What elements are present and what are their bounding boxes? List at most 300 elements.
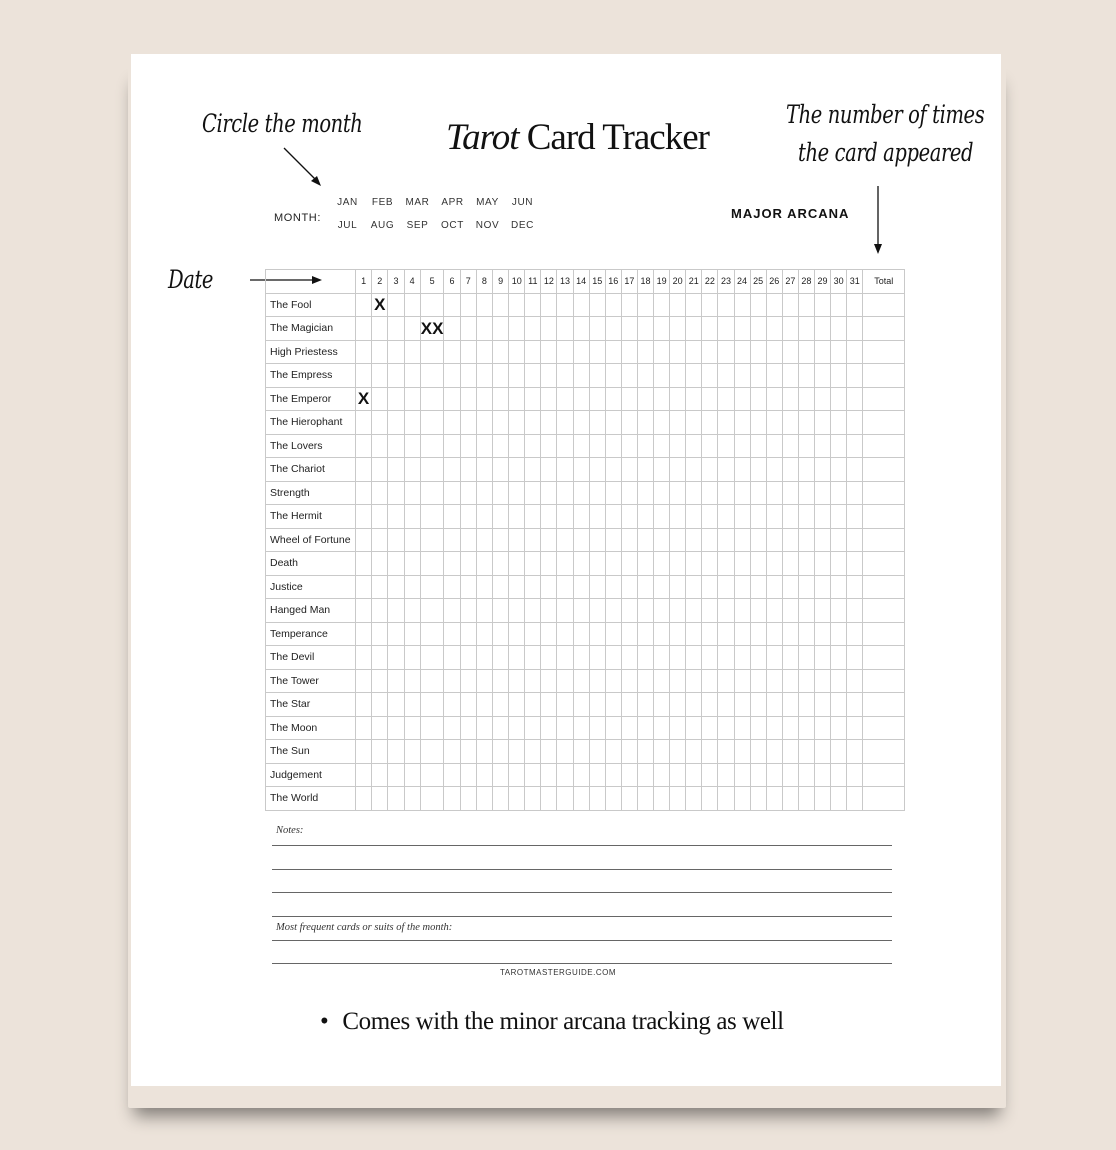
day-cell[interactable] bbox=[589, 716, 605, 740]
day-cell[interactable] bbox=[557, 528, 573, 552]
day-cell[interactable] bbox=[525, 411, 541, 435]
day-cell[interactable] bbox=[493, 646, 509, 670]
day-cell[interactable] bbox=[388, 575, 404, 599]
day-cell[interactable] bbox=[388, 387, 404, 411]
day-cell[interactable] bbox=[766, 575, 782, 599]
day-cell[interactable] bbox=[444, 528, 460, 552]
day-cell[interactable] bbox=[686, 387, 702, 411]
day-cell[interactable] bbox=[388, 693, 404, 717]
day-cell[interactable] bbox=[589, 669, 605, 693]
day-cell[interactable] bbox=[686, 434, 702, 458]
day-cell[interactable] bbox=[750, 693, 766, 717]
day-cell[interactable] bbox=[718, 740, 734, 764]
day-cell[interactable] bbox=[476, 669, 492, 693]
total-cell[interactable] bbox=[863, 293, 905, 317]
day-cell[interactable] bbox=[847, 552, 863, 576]
day-cell[interactable] bbox=[814, 693, 830, 717]
day-cell[interactable] bbox=[444, 669, 460, 693]
total-cell[interactable] bbox=[863, 763, 905, 787]
day-cell[interactable] bbox=[460, 716, 476, 740]
day-cell[interactable] bbox=[356, 293, 372, 317]
total-cell[interactable] bbox=[863, 787, 905, 811]
day-cell[interactable] bbox=[557, 505, 573, 529]
day-cell[interactable] bbox=[573, 458, 589, 482]
day-cell[interactable] bbox=[388, 552, 404, 576]
day-cell[interactable] bbox=[541, 340, 557, 364]
day-cell[interactable] bbox=[702, 575, 718, 599]
frequent-cards-line[interactable] bbox=[272, 963, 892, 964]
day-cell[interactable] bbox=[541, 481, 557, 505]
day-cell[interactable] bbox=[718, 505, 734, 529]
month-option-apr[interactable]: APR bbox=[441, 197, 464, 208]
day-cell[interactable] bbox=[460, 317, 476, 341]
day-cell[interactable] bbox=[573, 740, 589, 764]
day-cell[interactable] bbox=[766, 669, 782, 693]
day-cell[interactable] bbox=[589, 763, 605, 787]
day-cell[interactable] bbox=[702, 528, 718, 552]
day-cell[interactable] bbox=[734, 505, 750, 529]
day-cell[interactable] bbox=[750, 317, 766, 341]
day-cell[interactable] bbox=[847, 716, 863, 740]
day-cell[interactable] bbox=[637, 622, 653, 646]
day-cell[interactable] bbox=[444, 740, 460, 764]
day-cell[interactable] bbox=[420, 340, 444, 364]
day-cell[interactable] bbox=[557, 387, 573, 411]
day-cell[interactable] bbox=[493, 293, 509, 317]
day-cell[interactable] bbox=[718, 622, 734, 646]
day-cell[interactable] bbox=[476, 411, 492, 435]
day-cell[interactable] bbox=[589, 528, 605, 552]
day-cell[interactable] bbox=[460, 528, 476, 552]
day-cell[interactable] bbox=[493, 481, 509, 505]
day-cell[interactable] bbox=[847, 481, 863, 505]
day-cell[interactable] bbox=[525, 669, 541, 693]
day-cell[interactable] bbox=[686, 763, 702, 787]
day-cell[interactable] bbox=[847, 293, 863, 317]
day-cell[interactable] bbox=[654, 528, 670, 552]
day-cell[interactable] bbox=[831, 693, 847, 717]
day-cell[interactable] bbox=[420, 622, 444, 646]
day-cell[interactable] bbox=[420, 552, 444, 576]
day-cell[interactable] bbox=[509, 622, 525, 646]
day-cell[interactable] bbox=[557, 646, 573, 670]
day-cell[interactable] bbox=[605, 599, 621, 623]
total-cell[interactable] bbox=[863, 317, 905, 341]
day-cell[interactable] bbox=[798, 528, 814, 552]
day-cell[interactable] bbox=[404, 787, 420, 811]
day-cell[interactable] bbox=[750, 552, 766, 576]
day-cell[interactable] bbox=[388, 505, 404, 529]
day-cell[interactable] bbox=[541, 599, 557, 623]
day-cell[interactable] bbox=[621, 364, 637, 388]
day-cell[interactable] bbox=[404, 763, 420, 787]
day-cell[interactable] bbox=[525, 458, 541, 482]
tally-mark[interactable]: X bbox=[372, 293, 388, 317]
day-cell[interactable] bbox=[831, 622, 847, 646]
day-cell[interactable] bbox=[372, 387, 388, 411]
day-cell[interactable] bbox=[654, 622, 670, 646]
day-cell[interactable] bbox=[372, 740, 388, 764]
day-cell[interactable] bbox=[654, 434, 670, 458]
day-cell[interactable] bbox=[372, 716, 388, 740]
day-cell[interactable] bbox=[654, 646, 670, 670]
day-cell[interactable] bbox=[814, 575, 830, 599]
day-cell[interactable] bbox=[798, 716, 814, 740]
day-cell[interactable] bbox=[541, 505, 557, 529]
day-cell[interactable] bbox=[831, 364, 847, 388]
day-cell[interactable] bbox=[460, 364, 476, 388]
day-cell[interactable] bbox=[782, 458, 798, 482]
total-cell[interactable] bbox=[863, 740, 905, 764]
day-cell[interactable] bbox=[460, 669, 476, 693]
day-cell[interactable] bbox=[525, 599, 541, 623]
day-cell[interactable] bbox=[734, 622, 750, 646]
day-cell[interactable] bbox=[541, 387, 557, 411]
day-cell[interactable] bbox=[476, 575, 492, 599]
day-cell[interactable] bbox=[718, 575, 734, 599]
day-cell[interactable] bbox=[847, 599, 863, 623]
day-cell[interactable] bbox=[404, 599, 420, 623]
day-cell[interactable] bbox=[388, 599, 404, 623]
day-cell[interactable] bbox=[420, 458, 444, 482]
day-cell[interactable] bbox=[509, 575, 525, 599]
day-cell[interactable] bbox=[718, 528, 734, 552]
total-cell[interactable] bbox=[863, 646, 905, 670]
day-cell[interactable] bbox=[605, 293, 621, 317]
day-cell[interactable] bbox=[654, 317, 670, 341]
day-cell[interactable] bbox=[766, 458, 782, 482]
day-cell[interactable] bbox=[702, 552, 718, 576]
day-cell[interactable] bbox=[670, 481, 686, 505]
day-cell[interactable] bbox=[782, 528, 798, 552]
day-cell[interactable] bbox=[670, 787, 686, 811]
day-cell[interactable] bbox=[670, 505, 686, 529]
day-cell[interactable] bbox=[460, 340, 476, 364]
day-cell[interactable] bbox=[509, 787, 525, 811]
day-cell[interactable] bbox=[557, 599, 573, 623]
day-cell[interactable] bbox=[654, 411, 670, 435]
day-cell[interactable] bbox=[670, 528, 686, 552]
day-cell[interactable] bbox=[476, 364, 492, 388]
day-cell[interactable] bbox=[734, 481, 750, 505]
day-cell[interactable] bbox=[372, 528, 388, 552]
day-cell[interactable] bbox=[621, 646, 637, 670]
day-cell[interactable] bbox=[372, 787, 388, 811]
day-cell[interactable] bbox=[686, 693, 702, 717]
day-cell[interactable] bbox=[476, 458, 492, 482]
day-cell[interactable] bbox=[782, 340, 798, 364]
day-cell[interactable] bbox=[814, 340, 830, 364]
day-cell[interactable] bbox=[782, 763, 798, 787]
day-cell[interactable] bbox=[782, 552, 798, 576]
day-cell[interactable] bbox=[782, 434, 798, 458]
day-cell[interactable] bbox=[493, 693, 509, 717]
day-cell[interactable] bbox=[750, 505, 766, 529]
day-cell[interactable] bbox=[718, 458, 734, 482]
day-cell[interactable] bbox=[509, 763, 525, 787]
day-cell[interactable] bbox=[605, 387, 621, 411]
day-cell[interactable] bbox=[525, 387, 541, 411]
day-cell[interactable] bbox=[444, 411, 460, 435]
day-cell[interactable] bbox=[718, 340, 734, 364]
day-cell[interactable] bbox=[831, 669, 847, 693]
day-cell[interactable] bbox=[750, 387, 766, 411]
day-cell[interactable] bbox=[420, 646, 444, 670]
day-cell[interactable] bbox=[573, 293, 589, 317]
total-cell[interactable] bbox=[863, 364, 905, 388]
day-cell[interactable] bbox=[654, 599, 670, 623]
day-cell[interactable] bbox=[637, 575, 653, 599]
day-cell[interactable] bbox=[847, 411, 863, 435]
day-cell[interactable] bbox=[573, 411, 589, 435]
day-cell[interactable] bbox=[621, 458, 637, 482]
day-cell[interactable] bbox=[525, 364, 541, 388]
day-cell[interactable] bbox=[541, 528, 557, 552]
day-cell[interactable] bbox=[670, 434, 686, 458]
day-cell[interactable] bbox=[702, 505, 718, 529]
day-cell[interactable] bbox=[525, 481, 541, 505]
day-cell[interactable] bbox=[766, 693, 782, 717]
day-cell[interactable] bbox=[798, 387, 814, 411]
month-option-jun[interactable]: JUN bbox=[511, 197, 534, 208]
day-cell[interactable] bbox=[525, 293, 541, 317]
day-cell[interactable] bbox=[388, 669, 404, 693]
day-cell[interactable] bbox=[702, 434, 718, 458]
day-cell[interactable] bbox=[718, 481, 734, 505]
day-cell[interactable] bbox=[541, 763, 557, 787]
day-cell[interactable] bbox=[372, 458, 388, 482]
day-cell[interactable] bbox=[654, 505, 670, 529]
day-cell[interactable] bbox=[589, 740, 605, 764]
day-cell[interactable] bbox=[831, 763, 847, 787]
day-cell[interactable] bbox=[541, 716, 557, 740]
day-cell[interactable] bbox=[814, 317, 830, 341]
day-cell[interactable] bbox=[404, 740, 420, 764]
day-cell[interactable] bbox=[782, 669, 798, 693]
day-cell[interactable] bbox=[557, 411, 573, 435]
day-cell[interactable] bbox=[637, 364, 653, 388]
day-cell[interactable] bbox=[766, 552, 782, 576]
day-cell[interactable] bbox=[670, 340, 686, 364]
day-cell[interactable] bbox=[605, 364, 621, 388]
day-cell[interactable] bbox=[557, 740, 573, 764]
day-cell[interactable] bbox=[388, 528, 404, 552]
day-cell[interactable] bbox=[573, 552, 589, 576]
day-cell[interactable] bbox=[766, 364, 782, 388]
day-cell[interactable] bbox=[388, 317, 404, 341]
day-cell[interactable] bbox=[621, 293, 637, 317]
day-cell[interactable] bbox=[750, 340, 766, 364]
day-cell[interactable] bbox=[847, 364, 863, 388]
month-option-jul[interactable]: JUL bbox=[337, 220, 358, 231]
day-cell[interactable] bbox=[766, 787, 782, 811]
day-cell[interactable] bbox=[766, 528, 782, 552]
day-cell[interactable] bbox=[476, 528, 492, 552]
day-cell[interactable] bbox=[782, 575, 798, 599]
day-cell[interactable] bbox=[831, 599, 847, 623]
day-cell[interactable] bbox=[557, 458, 573, 482]
day-cell[interactable] bbox=[847, 458, 863, 482]
day-cell[interactable] bbox=[734, 763, 750, 787]
day-cell[interactable] bbox=[605, 340, 621, 364]
day-cell[interactable] bbox=[831, 293, 847, 317]
day-cell[interactable] bbox=[654, 552, 670, 576]
day-cell[interactable] bbox=[404, 622, 420, 646]
day-cell[interactable] bbox=[493, 528, 509, 552]
day-cell[interactable] bbox=[356, 599, 372, 623]
day-cell[interactable] bbox=[734, 716, 750, 740]
day-cell[interactable] bbox=[493, 434, 509, 458]
day-cell[interactable] bbox=[782, 387, 798, 411]
day-cell[interactable] bbox=[686, 340, 702, 364]
day-cell[interactable] bbox=[702, 317, 718, 341]
day-cell[interactable] bbox=[388, 716, 404, 740]
day-cell[interactable] bbox=[798, 317, 814, 341]
day-cell[interactable] bbox=[420, 411, 444, 435]
day-cell[interactable] bbox=[814, 787, 830, 811]
day-cell[interactable] bbox=[541, 364, 557, 388]
day-cell[interactable] bbox=[460, 387, 476, 411]
day-cell[interactable] bbox=[654, 575, 670, 599]
day-cell[interactable] bbox=[589, 293, 605, 317]
day-cell[interactable] bbox=[404, 575, 420, 599]
day-cell[interactable] bbox=[782, 411, 798, 435]
day-cell[interactable] bbox=[814, 716, 830, 740]
day-cell[interactable] bbox=[847, 575, 863, 599]
day-cell[interactable] bbox=[444, 505, 460, 529]
day-cell[interactable] bbox=[831, 387, 847, 411]
day-cell[interactable] bbox=[798, 458, 814, 482]
month-option-aug[interactable]: AUG bbox=[370, 220, 395, 231]
notes-line[interactable] bbox=[272, 916, 892, 917]
day-cell[interactable] bbox=[525, 716, 541, 740]
day-cell[interactable] bbox=[798, 763, 814, 787]
day-cell[interactable] bbox=[460, 411, 476, 435]
day-cell[interactable] bbox=[493, 387, 509, 411]
day-cell[interactable] bbox=[637, 434, 653, 458]
day-cell[interactable] bbox=[734, 340, 750, 364]
day-cell[interactable] bbox=[734, 434, 750, 458]
day-cell[interactable] bbox=[718, 387, 734, 411]
day-cell[interactable] bbox=[718, 599, 734, 623]
day-cell[interactable] bbox=[541, 411, 557, 435]
month-option-nov[interactable]: NOV bbox=[475, 220, 500, 231]
day-cell[interactable] bbox=[734, 669, 750, 693]
day-cell[interactable] bbox=[782, 740, 798, 764]
day-cell[interactable] bbox=[637, 340, 653, 364]
day-cell[interactable] bbox=[814, 387, 830, 411]
day-cell[interactable] bbox=[404, 552, 420, 576]
day-cell[interactable] bbox=[444, 481, 460, 505]
day-cell[interactable] bbox=[734, 693, 750, 717]
day-cell[interactable] bbox=[621, 505, 637, 529]
day-cell[interactable] bbox=[493, 317, 509, 341]
day-cell[interactable] bbox=[831, 434, 847, 458]
day-cell[interactable] bbox=[621, 552, 637, 576]
day-cell[interactable] bbox=[782, 317, 798, 341]
day-cell[interactable] bbox=[460, 763, 476, 787]
day-cell[interactable] bbox=[621, 411, 637, 435]
day-cell[interactable] bbox=[420, 575, 444, 599]
day-cell[interactable] bbox=[654, 293, 670, 317]
day-cell[interactable] bbox=[637, 481, 653, 505]
day-cell[interactable] bbox=[782, 505, 798, 529]
day-cell[interactable] bbox=[493, 740, 509, 764]
day-cell[interactable] bbox=[798, 411, 814, 435]
day-cell[interactable] bbox=[734, 387, 750, 411]
day-cell[interactable] bbox=[573, 622, 589, 646]
day-cell[interactable] bbox=[718, 763, 734, 787]
day-cell[interactable] bbox=[589, 575, 605, 599]
day-cell[interactable] bbox=[847, 387, 863, 411]
day-cell[interactable] bbox=[637, 411, 653, 435]
day-cell[interactable] bbox=[847, 669, 863, 693]
day-cell[interactable] bbox=[372, 646, 388, 670]
day-cell[interactable] bbox=[637, 646, 653, 670]
day-cell[interactable] bbox=[476, 763, 492, 787]
day-cell[interactable] bbox=[718, 434, 734, 458]
day-cell[interactable] bbox=[589, 434, 605, 458]
day-cell[interactable] bbox=[557, 669, 573, 693]
day-cell[interactable] bbox=[444, 787, 460, 811]
day-cell[interactable] bbox=[404, 693, 420, 717]
day-cell[interactable] bbox=[420, 434, 444, 458]
day-cell[interactable] bbox=[509, 669, 525, 693]
day-cell[interactable] bbox=[388, 434, 404, 458]
day-cell[interactable] bbox=[621, 763, 637, 787]
day-cell[interactable] bbox=[573, 787, 589, 811]
day-cell[interactable] bbox=[509, 364, 525, 388]
day-cell[interactable] bbox=[670, 364, 686, 388]
day-cell[interactable] bbox=[621, 481, 637, 505]
day-cell[interactable] bbox=[605, 693, 621, 717]
day-cell[interactable] bbox=[798, 787, 814, 811]
day-cell[interactable] bbox=[444, 622, 460, 646]
day-cell[interactable] bbox=[509, 505, 525, 529]
day-cell[interactable] bbox=[605, 646, 621, 670]
day-cell[interactable] bbox=[509, 599, 525, 623]
day-cell[interactable] bbox=[766, 387, 782, 411]
day-cell[interactable] bbox=[702, 481, 718, 505]
day-cell[interactable] bbox=[718, 364, 734, 388]
day-cell[interactable] bbox=[372, 434, 388, 458]
day-cell[interactable] bbox=[782, 364, 798, 388]
day-cell[interactable] bbox=[476, 787, 492, 811]
day-cell[interactable] bbox=[557, 693, 573, 717]
day-cell[interactable] bbox=[509, 528, 525, 552]
day-cell[interactable] bbox=[356, 740, 372, 764]
day-cell[interactable] bbox=[356, 505, 372, 529]
day-cell[interactable] bbox=[372, 411, 388, 435]
month-option-sep[interactable]: SEP bbox=[406, 220, 429, 231]
total-cell[interactable] bbox=[863, 387, 905, 411]
day-cell[interactable] bbox=[734, 575, 750, 599]
day-cell[interactable] bbox=[831, 505, 847, 529]
day-cell[interactable] bbox=[718, 693, 734, 717]
day-cell[interactable] bbox=[750, 575, 766, 599]
day-cell[interactable] bbox=[670, 693, 686, 717]
day-cell[interactable] bbox=[356, 669, 372, 693]
day-cell[interactable] bbox=[766, 340, 782, 364]
day-cell[interactable] bbox=[589, 787, 605, 811]
day-cell[interactable] bbox=[782, 787, 798, 811]
day-cell[interactable] bbox=[476, 317, 492, 341]
day-cell[interactable] bbox=[734, 411, 750, 435]
day-cell[interactable] bbox=[444, 646, 460, 670]
day-cell[interactable] bbox=[621, 340, 637, 364]
day-cell[interactable] bbox=[444, 340, 460, 364]
day-cell[interactable] bbox=[782, 646, 798, 670]
